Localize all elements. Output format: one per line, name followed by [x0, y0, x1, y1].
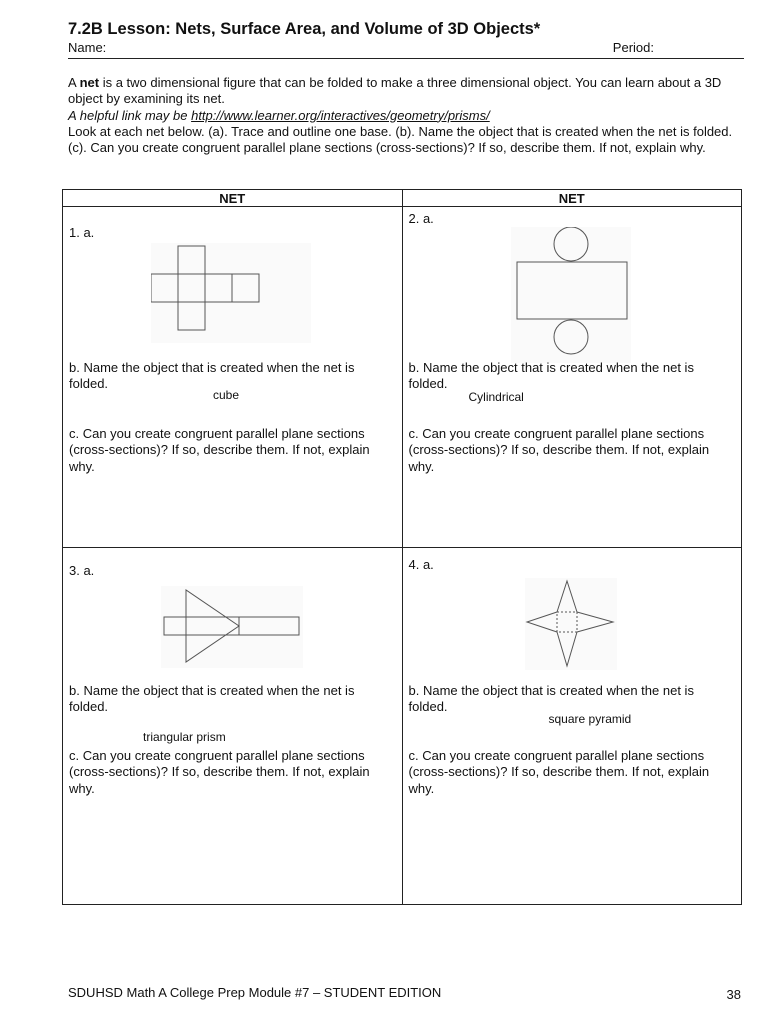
net-cell-4 [402, 548, 742, 905]
answer-3: triangular prism [143, 730, 226, 744]
net-cell-2 [402, 207, 742, 548]
helpful-link-line: A helpful link may be http://www.learner.org/interactives/geometry/prisms/ [68, 107, 490, 123]
intro-text [68, 75, 740, 156]
name-label: Name: [68, 40, 107, 55]
question-c-4: c. Can you create congruent parallel plane sections (cross-sections)? If so, describe them. If not, explain why. [408, 748, 710, 796]
answer-1: cube [213, 388, 240, 402]
net-cell-3 [63, 548, 403, 905]
question-b-2: b. Name the object that is created when the net is folded. [408, 360, 694, 392]
problem-1-label: 1. a. [69, 225, 95, 240]
period-label: Period: [612, 40, 654, 55]
question-c-1: c. Can you create congruent parallel plane sections (cross-sections)? If so, describe them. If not, explain why. [69, 426, 370, 474]
answer-4: square pyramid [548, 712, 632, 726]
answer-2: Cylindrical [468, 390, 524, 404]
question-c-2: c. Can you create congruent parallel plane sections (cross-sections)? If so, describe them. If not, explain why. [408, 426, 710, 474]
instructions: Look at each net below. (a). Trace and outline one base. (b). Name the object that is created when the net is folded. (c). Can you create congruent parallel plane sections (cross-sections)? If so, describe them. If not, explain why. [68, 123, 733, 156]
net-definition: A net is a two dimensional figure that can be folded to make a three dimensional object. You can learn about a 3D object by examining its net. [68, 75, 722, 107]
question-b-1: b. Name the object that is created when the net is folded. [69, 360, 355, 392]
question-c-3: c. Can you create congruent parallel plane sections (cross-sections)? If so, describe them. If not, explain why. [69, 748, 370, 796]
net-cell-1 [63, 207, 403, 548]
cube-net-figure [151, 243, 311, 343]
column-header-net-right: NET [402, 190, 742, 207]
triangular-prism-net-figure [161, 586, 303, 668]
footer-edition: SDUHSD Math A College Prep Module #7 – STUDENT EDITION [68, 985, 442, 1000]
problem-2-label: 2. a. [408, 211, 434, 226]
page-number: 38 [726, 987, 741, 1002]
learner-link[interactable]: http://www.learner.org/interactives/geometry/prisms/ [191, 107, 490, 123]
net-term: net [79, 75, 100, 90]
cylinder-net-figure [511, 227, 631, 363]
question-b-3: b. Name the object that is created when the net is folded. [69, 683, 355, 715]
nets-table [62, 189, 742, 905]
question-b-4: b. Name the object that is created when the net is folded. [408, 683, 694, 715]
page-title: 7.2B Lesson: Nets, Surface Area, and Volume of 3D Objects* [68, 20, 541, 38]
problem-4-label: 4. a. [408, 557, 434, 572]
square-pyramid-net-figure [525, 578, 617, 670]
column-header-net-left: NET [63, 190, 403, 207]
name-period-line [68, 40, 744, 59]
problem-3-label: 3. a. [69, 563, 95, 578]
